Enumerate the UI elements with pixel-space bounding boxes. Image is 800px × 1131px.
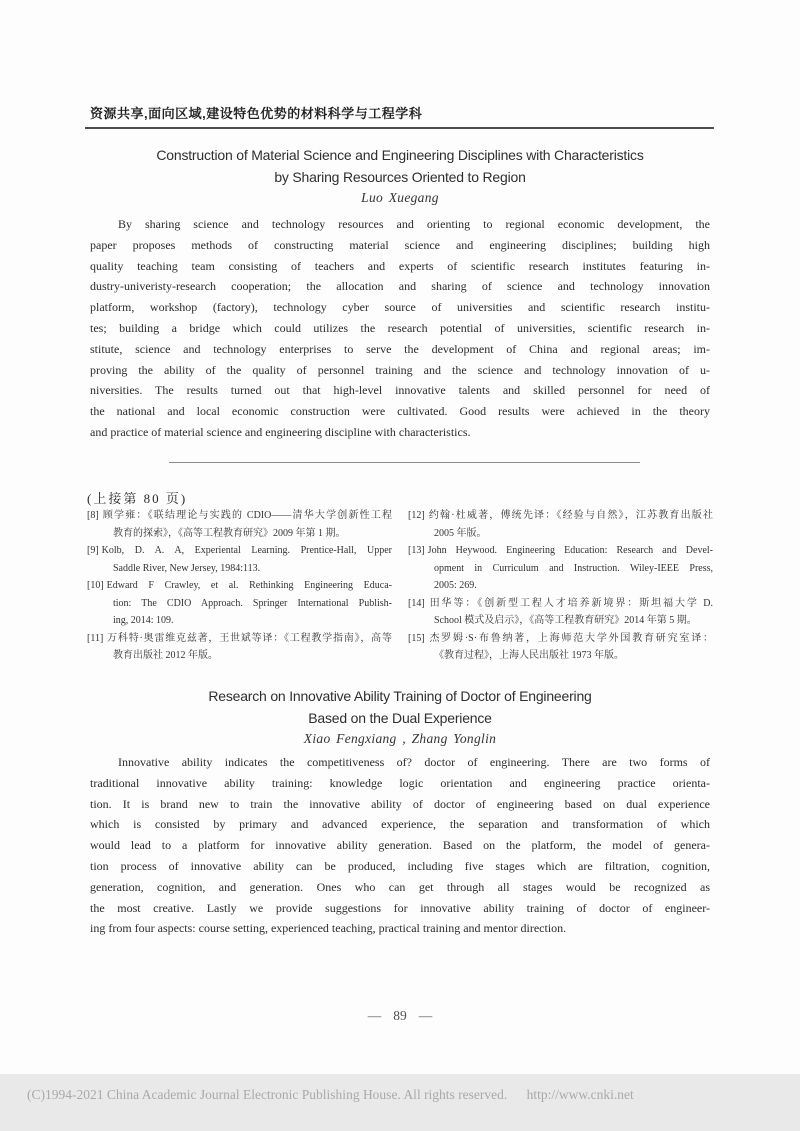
reference-line: 2005 年版。 [434,527,487,539]
reference-line: opment in Curriculum and Instruction. Wiley-IEEE Press, [434,562,713,574]
section-divider-rule [169,462,640,463]
reference-label: [12] [408,510,425,521]
reference-line: [10] Edward F Crawley, et al. Rethinking Engineering Educa- [87,580,392,591]
page-number-dash-right: — [418,1008,433,1023]
reference-line: ing, 2014: 109. [113,615,174,626]
text-line: and practice of material science and engineering discipline with characteristics. [90,424,471,439]
reference-line: School 模式及启示》，《高等工程教育研究》2014 年第 5 期。 [434,615,697,626]
text-line: paper proposes methods of constructing material science and engineering disciplines; building high [90,237,710,252]
text-line: would lead to a platform for innovative ability generation. Based on the platform, the model of genera- [90,838,710,853]
references-section [87,507,713,665]
reference-line: 2005: 269. [434,580,477,591]
text-line: dustry-univeristy-research cooperation; the allocation and sharing of science and technology innovation [90,279,710,294]
text-line: ing from four aspects: course setting, experienced teaching, practical training and mentor direction. [90,921,567,936]
reference-line: [12] 约翰·杜威著，傅统先译：《经验与自然》，江苏教育出版社 [408,510,713,521]
footer-text [27,1087,634,1103]
text-line: tes; building a bridge which could utilizes the research potential of universities, scientific research in- [90,320,710,335]
reference-line: [15] 杰罗姆·S·布鲁纳著，上海师范大学外国教育研究室译： [408,632,713,644]
reference-item [87,577,392,630]
text-line: platform, workshop (factory), technology cyber source of universities and scientific research institu- [90,300,710,315]
text-line: tion process of innovative ability can be produced, including five stages which are filtration, cognition, [90,858,710,873]
text-line: generation, cognition, and generation. Ones who can get through all stages would be recognized as [90,879,710,894]
page-number-value: 89 [393,1008,407,1023]
reference-label: [14] [408,597,425,609]
reference-line: 教育出版社 2012 年版。 [113,650,218,661]
reference-line: Saddle River, New Jersey, 1984:113. [113,562,261,574]
article1-title-line1: Construction of Material Science and Engineering Disciplines with Characteristics [156,147,644,163]
reference-item [87,507,392,542]
page-number-dash-left: — [367,1008,382,1023]
references-left-column [87,507,392,665]
header-rule [85,127,714,129]
reference-item [408,595,713,630]
text-line: the most creative. Lastly we provide suggestions for innovative ability training of doctor of engineer- [90,900,710,915]
reference-item [87,630,392,665]
text-line: By sharing science and technology resources and orienting to regional economic development, the [118,217,710,231]
text-line: tion. It is brand new to train the innovative ability of doctor of engineering based on dual experience [90,796,710,811]
running-head-chinese: 资源共享,面向区域,建设特色优势的材料科学与工程学科 [90,106,423,121]
copyright-text: (C)1994-2021 China Academic Journal Electronic Publishing House. All rights reserved. [27,1087,508,1102]
reference-item [408,630,713,665]
reference-line: [14] 田华等：《创新型工程人才培养新境界：斯坦福大学 D. [408,597,713,609]
reference-line: [13] John Heywood. Engineering Education: Research and Devel- [408,545,713,556]
references-right-column [408,507,713,665]
text-line: proving the ability of the quality of personnel training and the science and technology innovation of u- [90,362,710,377]
reference-line: 教育的探索》，《高等工程教育研究》2009 年第 1 期。 [113,527,346,539]
reference-label: [11] [87,632,104,644]
text-line: quality teaching team consisting of teachers and experts of scientific research institutes featuring in- [90,258,710,273]
article2-title-line2: Based on the Dual Experience [308,710,492,726]
article2-authors: Xiao Fengxiang , Zhang Yonglin [303,731,497,746]
text-line: the national and local economic construction were cultivated. Good results were achieved in the theory [90,404,710,419]
text-line: niversities. The results turned out that high-level innovative talents and skilled personnel for need of [90,383,710,398]
continued-from-page-note: (上接第 80 页) [87,491,188,506]
reference-line: tion: The CDIO Approach. Springer International Publish- [113,597,392,609]
reference-item [87,542,392,577]
text-line: stitute, science and technology enterprises to serve the development of China and regional areas; im- [90,341,710,356]
reference-line: 《教育过程》，上海人民出版社 1973 年版。 [434,650,624,661]
article2-abstract [90,752,710,939]
footer-band [0,1074,800,1131]
reference-label: [9] [87,545,99,556]
text-line: Innovative ability indicates the competitiveness of? doctor of engineering. There are two forms of [118,755,710,769]
article1-title-line2: by Sharing Resources Oriented to Region [274,169,526,185]
reference-item [408,542,713,595]
article1-abstract [90,214,710,443]
text-line: which is consisted by primary and advanced experience, the separation and transformation of which [90,817,710,832]
article2-title-line1: Research on Innovative Ability Training of Doctor of Engineering [208,688,592,704]
reference-line: [8] 顾学雍：《联结理论与实践的 CDIO——清华大学创新性工程 [87,510,392,521]
reference-item [408,507,713,542]
page-number [0,1008,800,1024]
footer-url: http://www.cnki.net [526,1087,634,1102]
article1-author: Luo Xuegang [361,190,439,205]
text-line: traditional innovative ability training: knowledge logic orientation and engineering practice orienta- [90,775,710,790]
reference-label: [10] [87,580,104,591]
reference-line: [11] 万科特·奥雷维克兹著，王世斌等译：《工程教学指南》，高等 [87,632,392,644]
reference-line: [9] Kolb, D. A. A, Experiental Learning. Prentice-Hall, Upper [87,545,392,556]
reference-label: [13] [408,545,425,556]
reference-label: [8] [87,510,99,521]
reference-label: [15] [408,632,425,644]
